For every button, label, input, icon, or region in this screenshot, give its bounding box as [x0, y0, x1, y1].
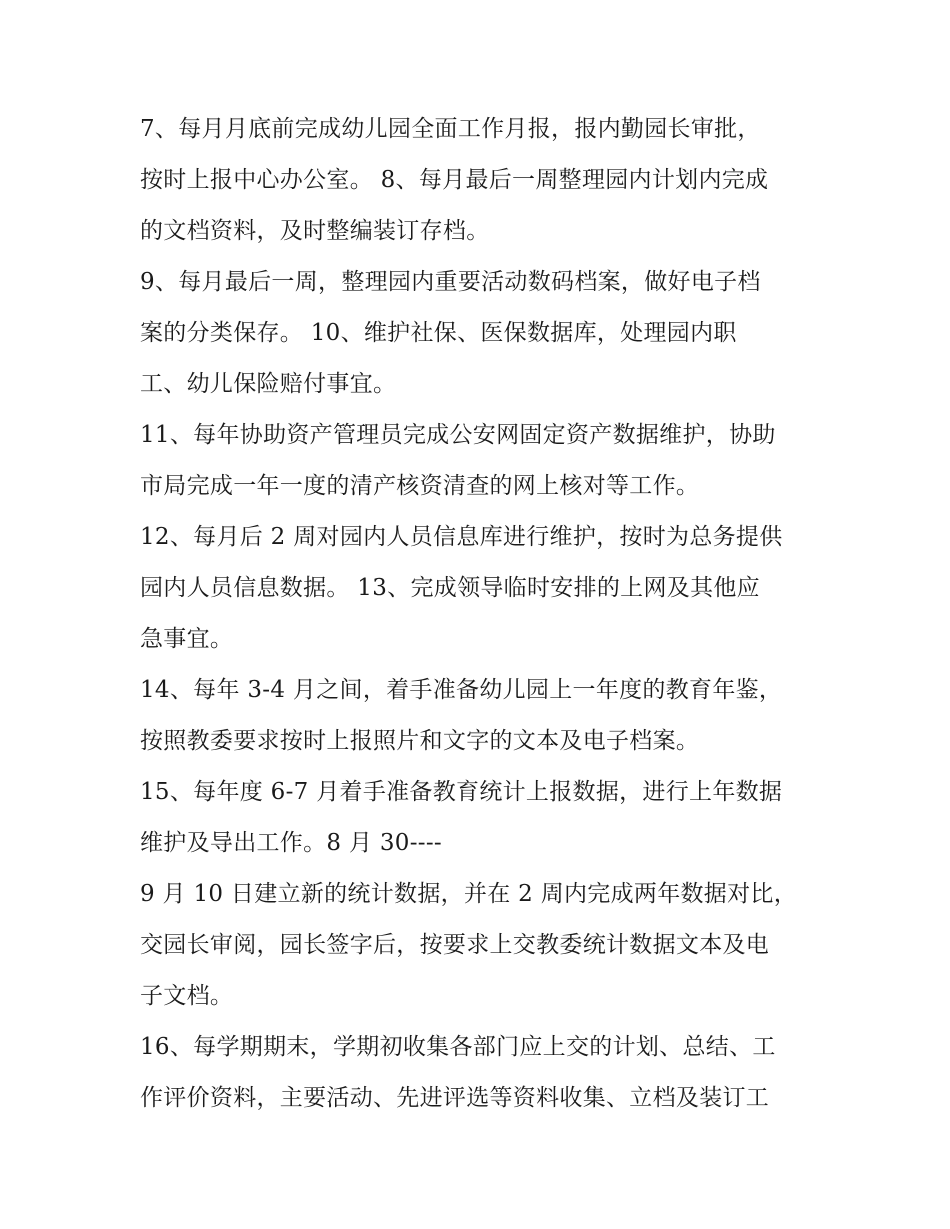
- text-line: 按照教委要求按时上报照片和文字的文本及电子档案。: [140, 728, 700, 754]
- text-line: 工、幼儿保险赔付事宜。: [140, 371, 397, 397]
- text-line: 案的分类保存。 10、维护社保、医保数据库，处理园内职: [140, 320, 737, 346]
- text-line: 12、每月后 2 周对园内人员信息库进行维护，按时为总务提供: [140, 524, 783, 550]
- document-body: [140, 104, 820, 1124]
- text-line: 园内人员信息数据。 13、完成领导临时安排的上网及其他应: [140, 575, 760, 601]
- text-line: 16、每学期期末，学期初收集各部门应上交的计划、总结、工: [140, 1034, 776, 1060]
- text-line: 子文档。: [140, 983, 234, 1009]
- text-line: 市局完成一年一度的清产核资清查的网上核对等工作。: [140, 473, 700, 499]
- text-line: 急事宜。: [140, 626, 234, 652]
- text-line: 9、每月最后一周，整理园内重要活动数码档案，做好电子档: [140, 269, 761, 295]
- text-line: 9 月 10 日建立新的统计数据，并在 2 周内完成两年数据对比，: [140, 881, 797, 907]
- text-line: 作评价资料，主要活动、先进评选等资料收集、立档及装订工: [140, 1085, 770, 1111]
- text-line: 按时上报中心办公室。 8、每月最后一周整理园内计划内完成: [140, 167, 769, 193]
- text-line: 维护及导出工作。8 月 30----: [140, 830, 443, 856]
- text-line: 7、每月月底前完成幼儿园全面工作月报，报内勤园长审批，: [140, 116, 761, 142]
- text-line: 15、每年度 6-7 月着手准备教育统计上报数据，进行上年数据: [140, 779, 783, 805]
- text-line: 14、每年 3-4 月之间，着手准备幼儿园上一年度的教育年鉴，: [140, 677, 783, 703]
- text-line: 11、每年协助资产管理员完成公安网固定资产数据维护，协助: [140, 422, 776, 448]
- text-line: 交园长审阅，园长签字后，按要求上交教委统计数据文本及电: [140, 932, 770, 958]
- text-line: 的文档资料，及时整编装订存档。: [140, 218, 490, 244]
